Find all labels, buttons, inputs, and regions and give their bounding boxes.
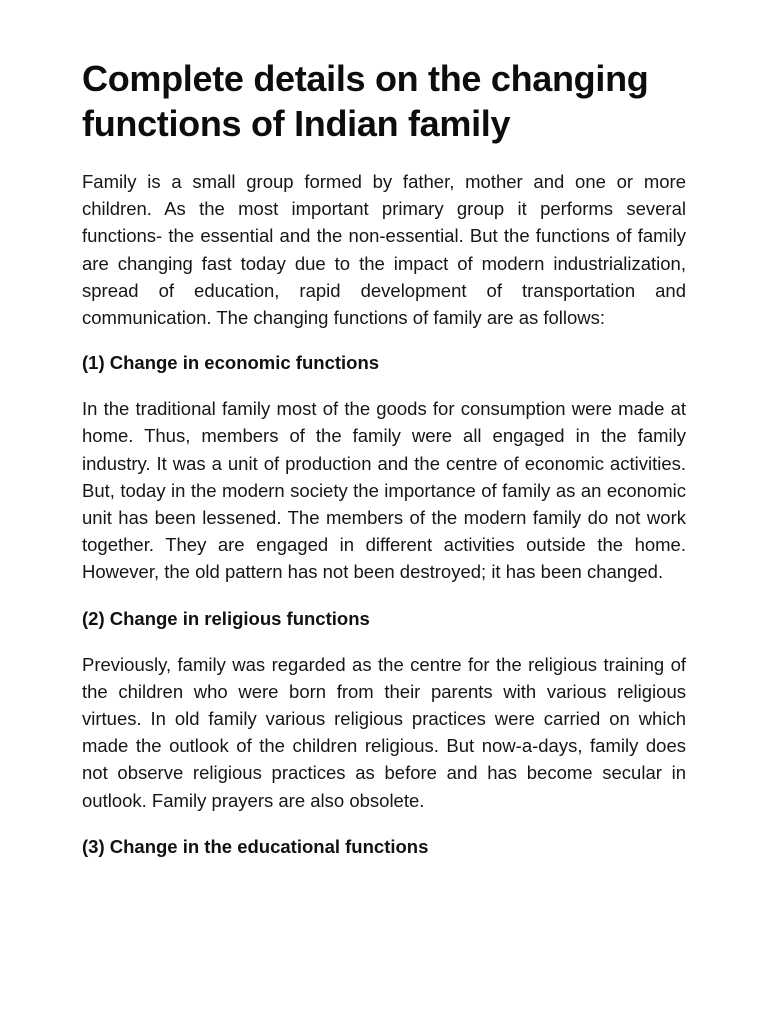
section-heading-educational: (3) Change in the educational functions xyxy=(82,835,429,857)
section-heading-religious: (2) Change in religious functions xyxy=(82,607,370,629)
article-title: Complete details on the changing functions of Indian family xyxy=(82,58,649,144)
section-body-religious: Previously, family was regarded as the centre for the religious training of the children who were born from their parents with various religious virtues. In old family various religious practices were carried on which made the outlook of the children religious. But now-a-days, family does not observe religious practices as before and has become secular in outlook. Family prayers are also obsolete. xyxy=(82,653,686,811)
article-page xyxy=(82,56,686,860)
section-heading-economic: (1) Change in economic functions xyxy=(82,352,380,374)
intro-paragraph: Family is a small group formed by father, mother and one or more children. As the most important primary group it performs several functions- the essential and the non-essential. But the functions of family are changing fast today due to the impact of modern industrialization, spread of education, rapid development of transportation and communication. The changing functions of family are as follows: xyxy=(82,171,686,329)
section-body-economic: In the traditional family most of the goods for consumption were made at home. Thus, members of the family were all engaged in the family industry. It was a unit of production and the centre of economic activities. But, today in the modern society the importance of family as an economic unit has been lessened. The members of the modern family do not work together. They are engaged in different activities outside the home. However, the old pattern has not been destroyed; it has been changed. xyxy=(82,398,686,583)
